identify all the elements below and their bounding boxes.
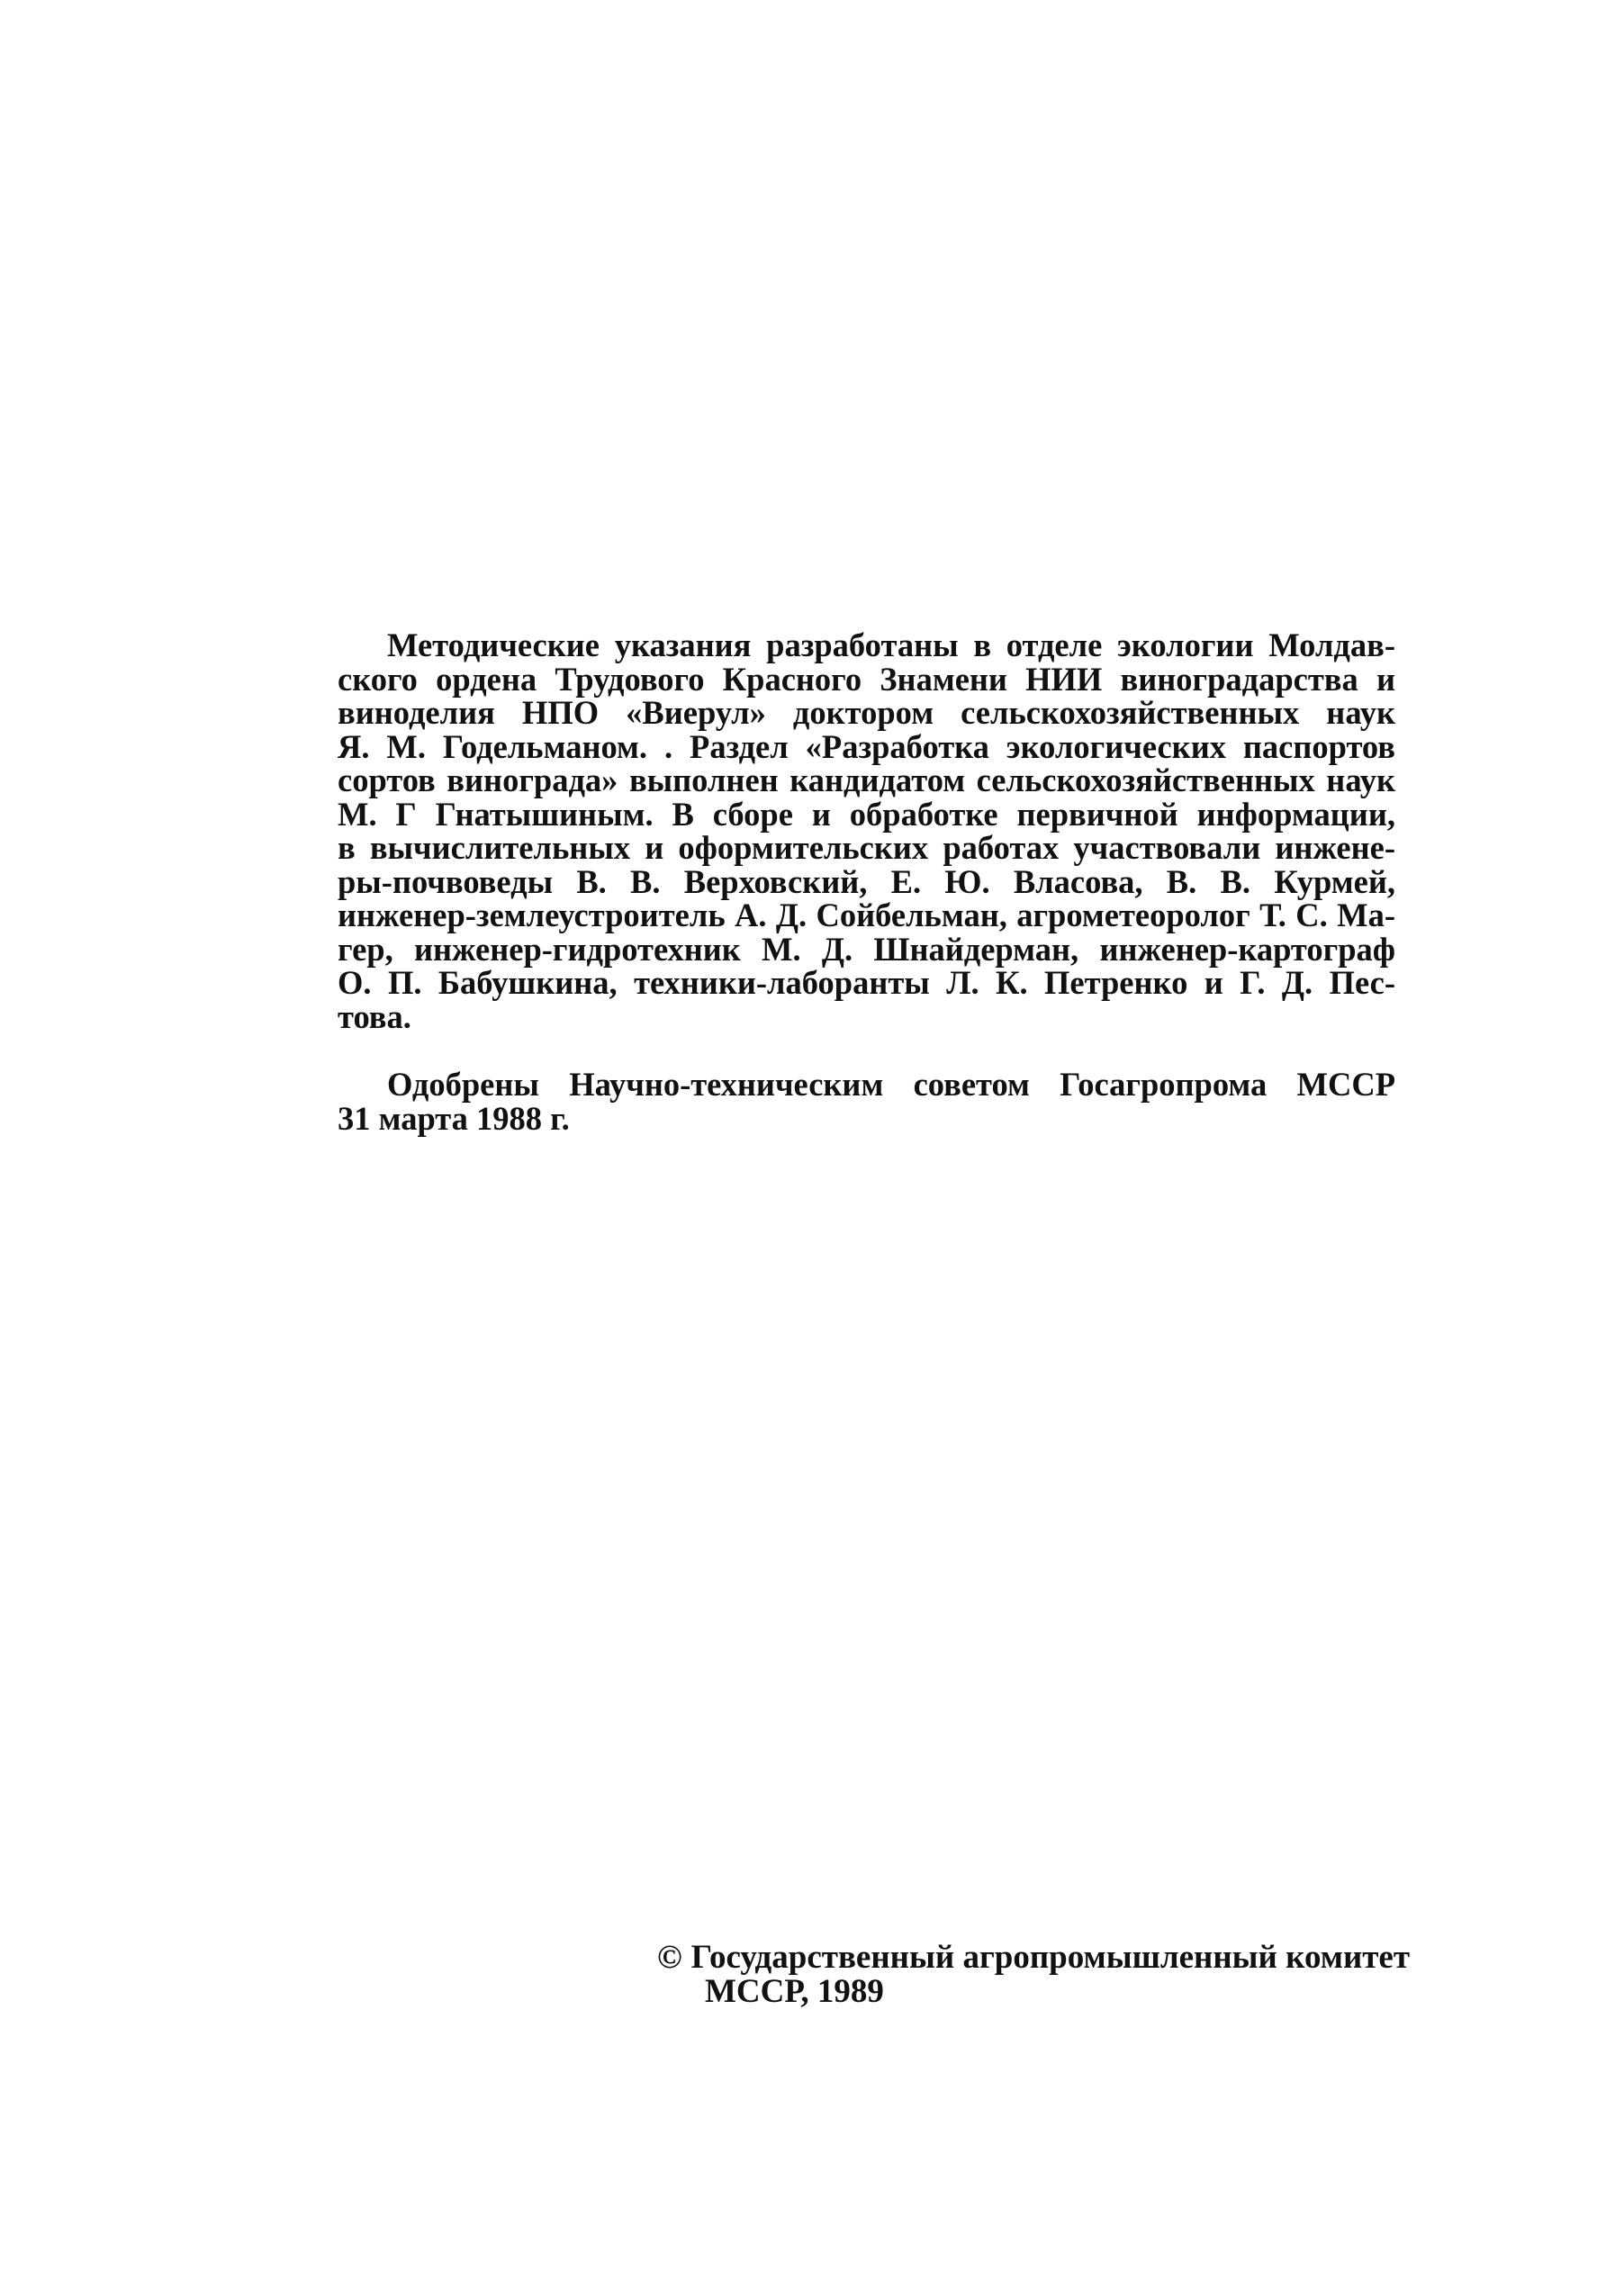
paragraph1-line-11: О. П. Бабушкина, техники-лаборанты Л. К. Петренко и Г. Д. Пес- — [338, 964, 1395, 1001]
copyright-owner: Государственный агропромышленный комитет — [690, 1939, 1411, 1976]
paragraph1-line-7: в вычислительных и оформительских работах участвовали инжене- — [338, 829, 1395, 866]
paragraph2-line-2: 31 марта 1988 г. — [338, 1099, 570, 1137]
paragraph1-line-8: ры-почвоведы В. В. Верховский, Е. Ю. Власова, В. В. Курмей, — [338, 862, 1395, 900]
copyright-line-1 — [657, 1939, 1411, 1976]
main-text-block — [338, 628, 1395, 1135]
paragraph1-line-4: Я. М. Годельманом. . Раздел «Разработка экологических паспортов — [338, 727, 1395, 765]
paragraph1-line-9: инженер-землеустроитель А. Д. Сойбельман, агрометеоролог Т. С. Ма- — [338, 897, 1395, 933]
paragraph1-line-10: гер, инженер-гидротехник М. Д. Шнайдерман, инженер-картограф — [338, 930, 1395, 968]
paragraph1-line-1: Методические указания разработаны в отделе экологии Молдав- — [387, 626, 1395, 663]
paragraph1-line-12: това. — [338, 997, 411, 1035]
copyright-line-2: МССР, 1989 — [705, 1973, 884, 2010]
paragraph-gap — [338, 1033, 1395, 1068]
paragraph1-line-6: М. Г Гнатышиным. В сборе и обработке первичной информации, — [338, 795, 1395, 833]
paragraph1-line-5: сортов винограда» выполнен кандидатом сельскохозяйственных наук — [338, 762, 1395, 798]
paragraph1-line-2: ского ордена Трудового Красного Знамени НИИ виноградарства и — [338, 660, 1395, 698]
copyright-notice — [657, 1939, 1411, 2010]
paragraph2-line-1: Одобрены Научно-техническим советом Госагропрома МССР — [387, 1066, 1395, 1103]
paragraph1-line-3: виноделия НПО «Виерул» доктором сельскохозяйственных наук — [338, 694, 1395, 731]
copyright-icon: © — [657, 1939, 682, 1976]
